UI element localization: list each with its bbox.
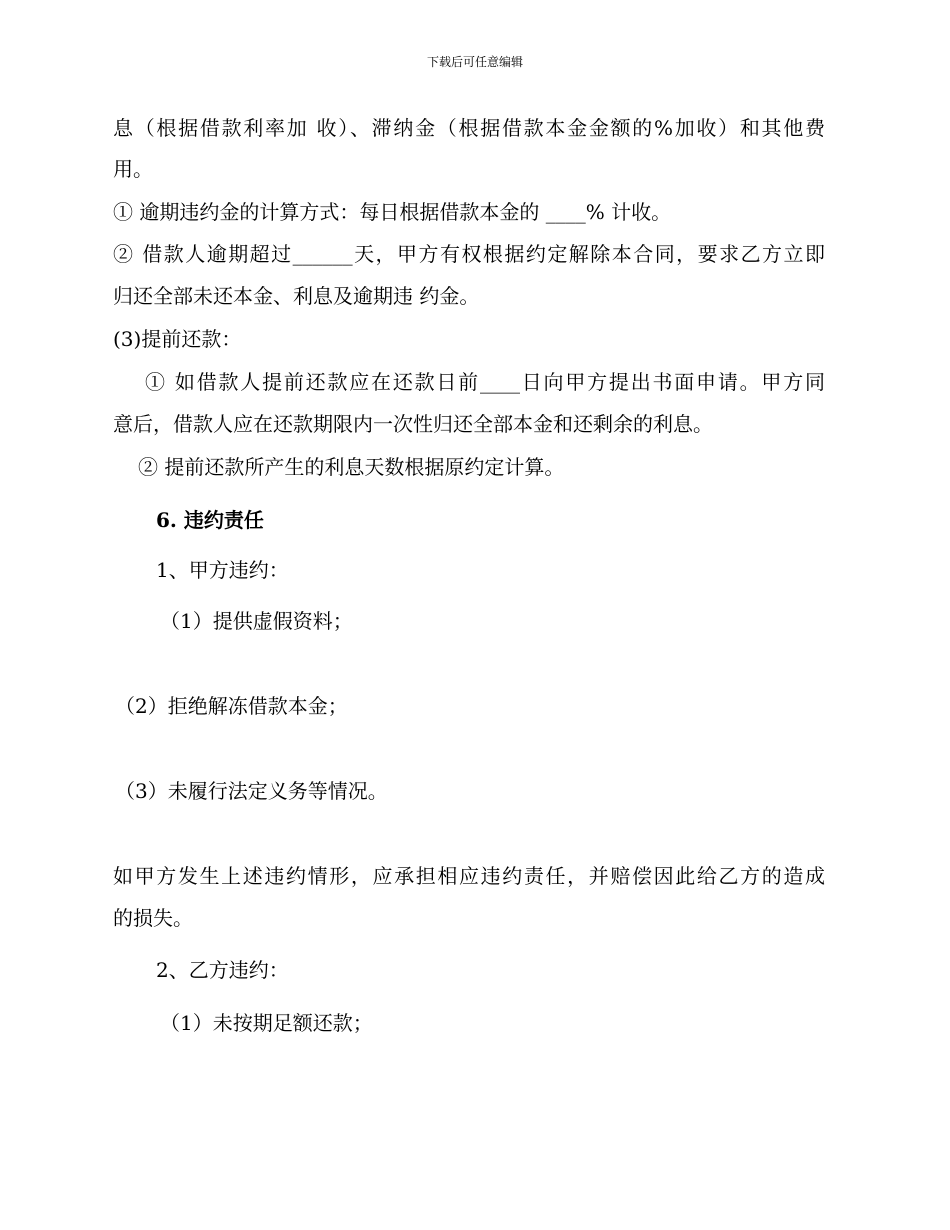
paragraph-line: 归还全部未还本金、利息及逾期违 约金。 [113,284,480,308]
list-item: （1）未按期足额还款； [160,1011,373,1035]
list-item: （2）拒绝解冻借款本金； [115,694,348,718]
paragraph-line: 意后，借款人应在还款期限内一次性归还全部本金和还剩余的利息。 [113,412,713,436]
overdue-termination-item: ② 借款人逾期超过______天，甲方有权根据约定解除本合同，要求乙方立即 [113,242,825,266]
party-a-breach-heading: 1、甲方违约： [156,558,289,582]
party-a-liability-line: 如甲方发生上述违约情形，应承担相应违约责任，并赔偿因此给乙方的造成 [113,864,825,888]
section-title: 6. 违约责任 [156,508,264,532]
list-item: （1）提供虚假资料； [160,609,353,633]
overdue-penalty-item: ① 逾期违约金的计算方式：每日根据借款本金的 ____% 计收。 [113,200,672,224]
page-header: 下载后可任意编辑 [426,55,523,69]
paragraph-line: 息（根据借款利率加 收）、滞纳金（根据借款本金金额的%加收）和其他费 [113,116,825,140]
list-item: （3）未履行法定义务等情况。 [115,779,388,803]
prepayment-item-1: ① 如借款人提前还款应在还款日前____日向甲方提出书面申请。甲方同 [145,370,825,394]
prepayment-heading: (3)提前还款： [113,327,242,351]
party-b-breach-heading: 2、乙方违约： [156,958,289,982]
paragraph-line: 用。 [113,157,153,181]
paragraph-line: 的损失。 [113,906,193,930]
prepayment-item-2: ② 提前还款所产生的利息天数根据原约定计算。 [138,455,565,479]
